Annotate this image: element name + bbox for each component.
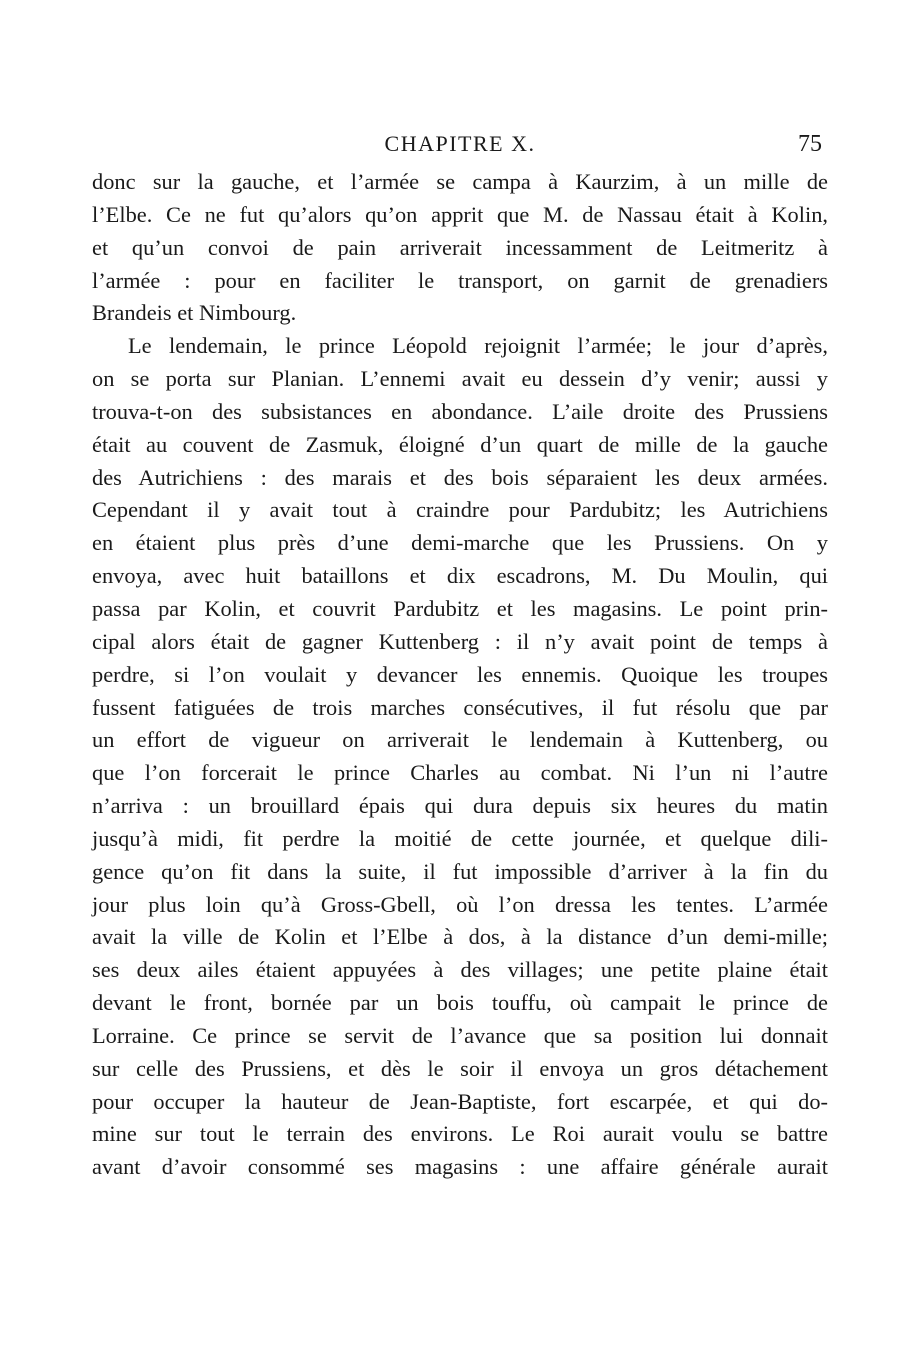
text-line: Le lendemain, le prince Léopold rejoignit l’armée; le jour d’après, (128, 333, 828, 359)
text-line: devant le front, bornée par un bois touffu, où campait le prince de (92, 990, 828, 1016)
text-line: on se porta sur Planian. L’ennemi avait eu dessein d’y venir; aussi y (92, 366, 828, 392)
paragraph (92, 330, 828, 1184)
page-number: 75 (798, 131, 822, 157)
text-line: trouva-t-on des subsistances en abondance. L’aile droite des Prussiens (92, 398, 828, 424)
text-line: l’armée : pour en faciliter le transport, on garnit de grenadiers (92, 267, 828, 293)
text-line: fussent fatiguées de trois marches consécutives, il fut résolu que par (92, 694, 828, 720)
paragraph (92, 166, 828, 330)
text-line: en étaient plus près d’une demi-marche que les Prussiens. On y (92, 530, 828, 556)
text-line: n’arriva : un brouillard épais qui dura depuis six heures du matin (92, 793, 828, 819)
text-line: avant d’avoir consommé ses magasins : une affaire générale aurait (92, 1154, 828, 1180)
text-line: que l’on forcerait le prince Charles au combat. Ni l’un ni l’autre (92, 760, 828, 786)
text-line: mine sur tout le terrain des environs. Le Roi aurait voulu se battre (92, 1121, 828, 1147)
text-line: donc sur la gauche, et l’armée se campa à Kaurzim, à un mille de (92, 169, 828, 194)
text-line: Lorraine. Ce prince se servit de l’avance que sa position lui donnait (92, 1022, 828, 1048)
text-line: cipal alors était de gagner Kuttenberg : il n’y avait point de temps à (92, 628, 828, 654)
chapter-title: CHAPITRE X. (384, 131, 536, 156)
text-line: avait la ville de Kolin et l’Elbe à dos, à la distance d’un demi-mille; (92, 924, 828, 950)
text-line: gence qu’on fit dans la suite, il fut impossible d’arriver à la fin du (92, 858, 828, 884)
text-line: envoya, avec huit bataillons et dix escadrons, M. Du Moulin, qui (92, 563, 828, 589)
text-line: des Autrichiens : des marais et des bois séparaient les deux armées. (92, 464, 828, 490)
text-line: l’Elbe. Ce ne fut qu’alors qu’on apprit que M. de Nassau était à Kolin, (92, 201, 828, 227)
text-line: jour plus loin qu’à Gross-Gbell, où l’on dressa les tentes. L’armée (92, 891, 828, 917)
text-line: Cependant il y avait tout à craindre pour Pardubitz; les Autrichiens (92, 497, 828, 523)
text-line: était au couvent de Zasmuk, éloigné d’un quart de mille de la gauche (92, 431, 828, 457)
text-line: et qu’un convoi de pain arriverait incessamment de Leitmeritz à (92, 234, 828, 260)
text-line: Brandeis et Nimbourg. (92, 300, 297, 326)
running-head (92, 128, 828, 166)
text-line: jusqu’à midi, fit perdre la moitié de cette journée, et quelque dili- (92, 825, 828, 851)
text-line: pour occuper la hauteur de Jean-Baptiste, fort escarpée, et qui do- (92, 1088, 828, 1114)
text-line: passa par Kolin, et couvrit Pardubitz et les magasins. Le point prin- (92, 595, 828, 621)
text-line: sur celle des Prussiens, et dès le soir il envoya un gros détachement (92, 1055, 828, 1081)
text-line: ses deux ailes étaient appuyées à des villages; une petite plaine était (92, 957, 828, 983)
page (92, 128, 828, 1184)
body-text (92, 166, 828, 1184)
text-line: perdre, si l’on voulait y devancer les ennemis. Quoique les troupes (92, 661, 828, 687)
text-line: un effort de vigueur on arriverait le lendemain à Kuttenberg, ou (92, 727, 828, 753)
